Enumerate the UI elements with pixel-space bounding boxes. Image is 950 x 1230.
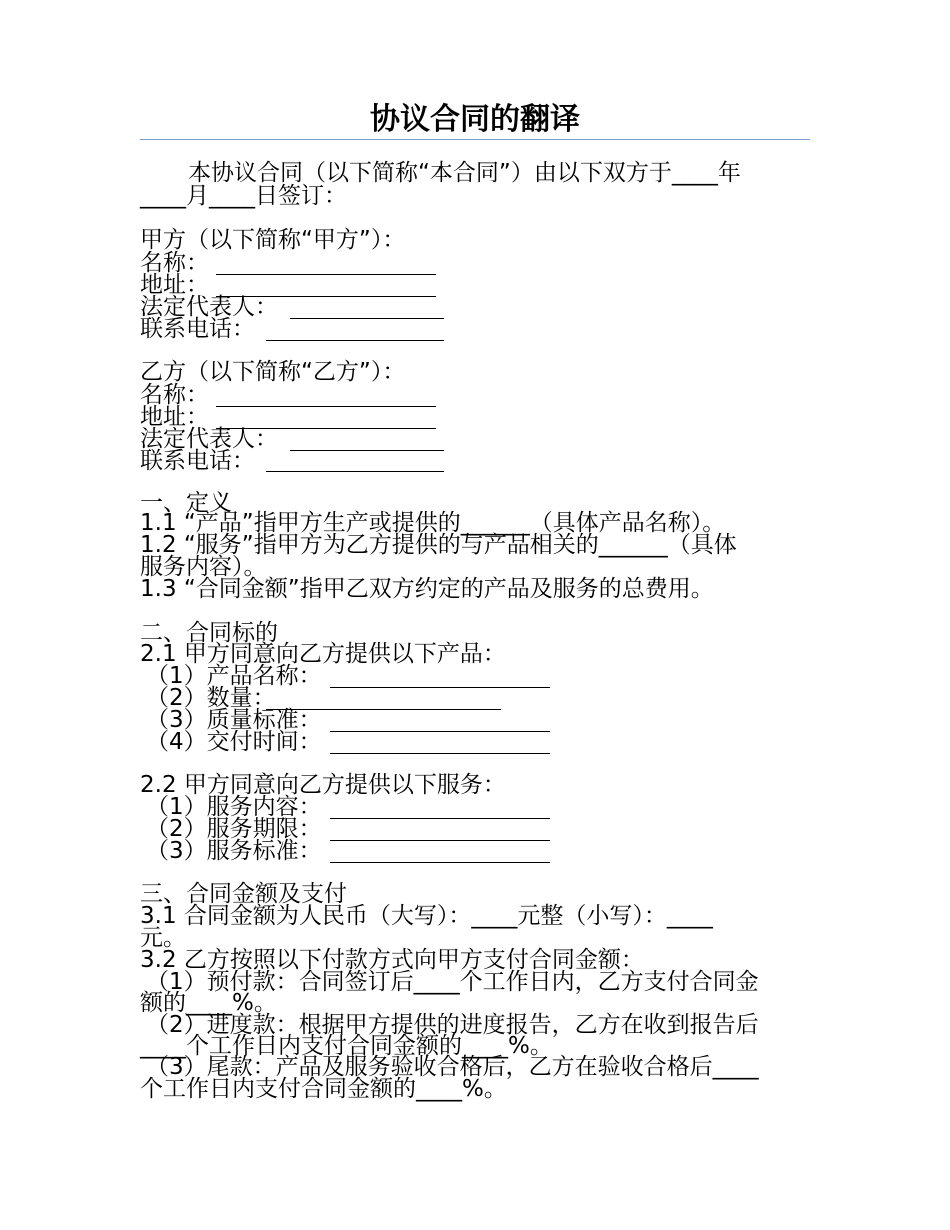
- service-term-blank: [330, 840, 550, 841]
- party-a-rep-blank: [290, 318, 444, 319]
- party-a-rep-label: 法定代表人：: [140, 294, 278, 320]
- party-a-phone-label: 联系电话：: [140, 316, 255, 342]
- definition-1-2-line-2: 服务内容）。: [140, 554, 267, 580]
- service-item: （3）服务标准：: [146, 838, 322, 864]
- definition-1-3: 1.3 “合同金额”指甲乙双方约定的产品及服务的总费用。: [140, 576, 714, 602]
- party-a-phone-blank: [266, 340, 444, 341]
- payment-2-line-2: ____个工作日内支付合同金额的____%。: [140, 1033, 553, 1059]
- intro-line-1: 本协议合同（以下简称“本合同”）由以下双方于____年: [188, 160, 741, 186]
- party-a-name-blank: [216, 274, 436, 275]
- delivery-time-blank: [330, 753, 550, 754]
- section-2-heading: 二、合同标的: [140, 620, 278, 646]
- clause-3-1-line-1: 3.1 合同金额为人民币（大写）：____元整（小写）：____: [140, 903, 713, 929]
- payment-2-line-1: （2）进度款：根据甲方提供的进度报告，乙方在收到报告后: [146, 1012, 759, 1038]
- party-b-phone-label: 联系电话：: [140, 448, 255, 474]
- intro-line-2: ____月____日签订：: [140, 183, 347, 209]
- section-3-heading: 三、合同金额及支付: [140, 881, 347, 907]
- payment-3-line-1: （3）尾款：产品及服务验收合格后，乙方在验收合格后____: [146, 1054, 759, 1080]
- product-item: （3）质量标准：: [146, 707, 322, 733]
- payment-1-line-1: （1）预付款：合同签订后____个工作日内，乙方支付合同金: [146, 969, 759, 995]
- product-item: （1）产品名称：: [146, 663, 322, 689]
- definition-1-2-line-1: 1.2 “服务”指甲方为乙方提供的与产品相关的______（具体: [140, 532, 737, 558]
- service-content-blank: [330, 818, 550, 819]
- clause-3-2: 3.2 乙方按照以下付款方式向甲方支付合同金额：: [140, 947, 644, 973]
- party-b-rep-label: 法定代表人：: [140, 426, 278, 452]
- page-title: 协议合同的翻译: [140, 100, 810, 140]
- services-heading: 2.2 甲方同意向乙方提供以下服务：: [140, 772, 506, 798]
- party-b-phone-blank: [266, 471, 444, 472]
- party-b-name-label: 名称：: [140, 382, 209, 408]
- service-standard-blank: [330, 862, 550, 863]
- product-name-blank: [330, 687, 550, 688]
- party-a-address-label: 地址：: [140, 272, 209, 298]
- product-item: （2）数量：: [146, 685, 276, 711]
- section-1-heading: 一、定义: [140, 490, 232, 516]
- party-b-heading: 乙方（以下简称“乙方”）：: [140, 359, 406, 385]
- clause-3-1-line-2: 元。: [140, 925, 186, 951]
- products-heading: 2.1 甲方同意向乙方提供以下产品：: [140, 641, 506, 667]
- party-a-heading: 甲方（以下简称“甲方”）：: [140, 227, 406, 253]
- service-item: （1）服务内容：: [146, 794, 322, 820]
- quality-standard-blank: [330, 731, 550, 732]
- service-item: （2）服务期限：: [146, 816, 322, 842]
- party-b-name-blank: [216, 406, 436, 407]
- party-b-address-label: 地址：: [140, 404, 209, 430]
- definition-1-1: 1.1 “产品”指甲方生产或提供的______（具体产品名称）。: [140, 510, 726, 536]
- payment-3-line-2: 个工作日内支付合同金额的____%。: [140, 1076, 507, 1102]
- product-item: （4）交付时间：: [146, 729, 322, 755]
- party-a-name-label: 名称：: [140, 250, 209, 276]
- payment-1-line-2: 额的____%。: [140, 990, 277, 1016]
- party-b-rep-blank: [290, 450, 444, 451]
